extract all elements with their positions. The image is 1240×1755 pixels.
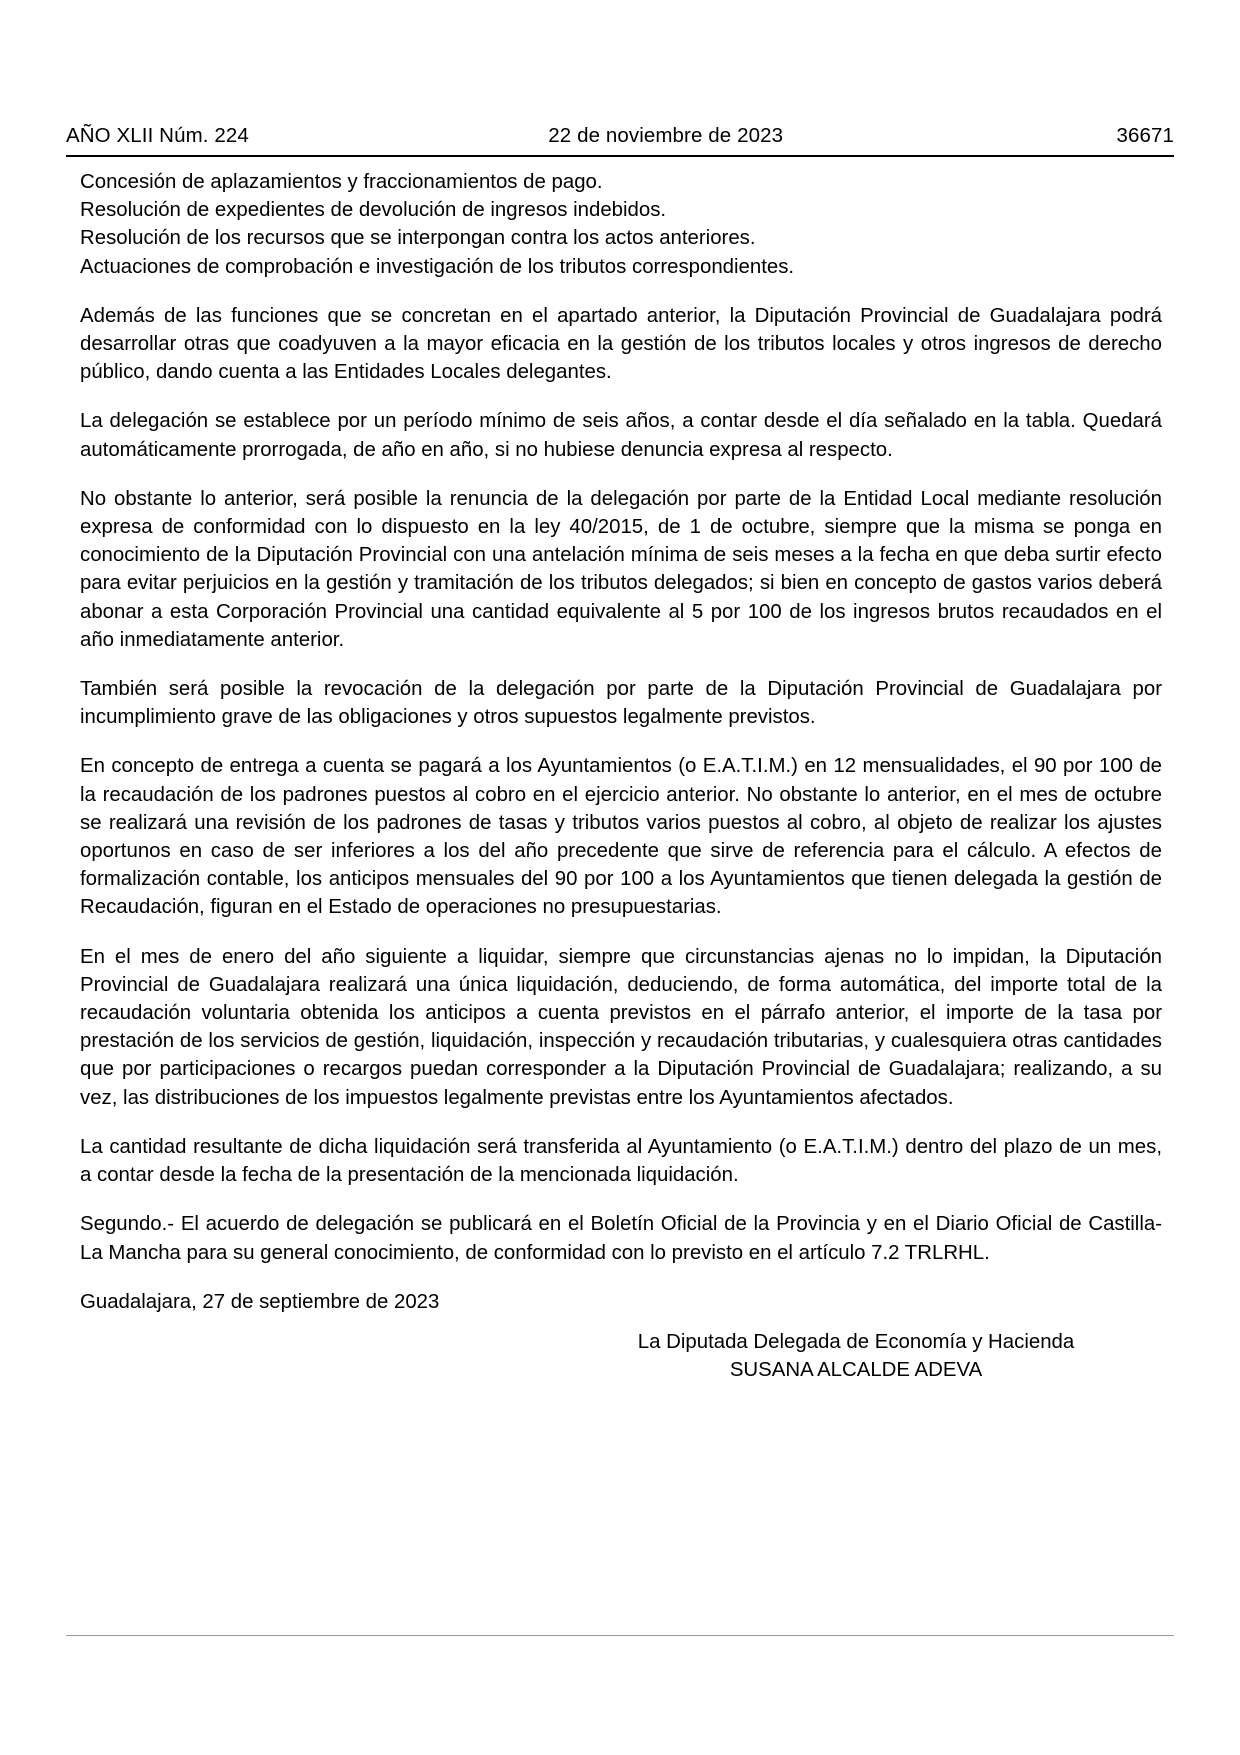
paragraph-transfer-deadline: La cantidad resultante de dicha liquidación será transferida al Ayuntamiento (o E.A.T.I.M.) dentro del plazo de un mes, a contar desde la fecha de la presentación de la mencionada liquidación. — [80, 1135, 1162, 1187]
list-item: Resolución de expedientes de devolución de ingresos indebidos. — [80, 199, 667, 222]
function-list — [80, 168, 1162, 281]
signature-block — [80, 1328, 1162, 1384]
signature-place-date: Guadalajara, 27 de septiembre de 2023 — [80, 1290, 440, 1313]
header-page-number: 36671 — [1116, 124, 1174, 147]
paragraph-publication-agreement: Segundo.- El acuerdo de delegación se publicará en el Boletín Oficial de la Provincia y en el Diario Oficial de Castilla-La Mancha para su general conocimiento, de conformidad con lo previsto en el artículo 7.2 TRLRHL. — [80, 1213, 1162, 1264]
header-date-label: 22 de noviembre de 2023 — [548, 124, 784, 147]
paragraph-additional-functions: Además de las funciones que se concretan en el apartado anterior, la Diputación Provincial de Guadalajara podrá desarrollar otras que coadyuven a la mayor eficacia en la gestión de los tributos locales y otros ingresos de derecho público, dando cuenta a las Entidades Locales delegantes. — [80, 304, 1162, 384]
paragraph-january-settlement: En el mes de enero del año siguiente a liquidar, siempre que circunstancias ajenas no lo impidan, la Diputación Provincial de Guadalajara realizará una única liquidación, deduciendo, de forma automática, del importe total de la recaudación voluntaria obtenida los anticipos a cuenta previstos en el párrafo anterior, el importe de la tasa por prestación de los servicios de gestión, liquidación, inspección y recaudación tributarias, y cualesquiera otras cantidades que por participaciones o recargos puedan corresponder a la Diputación Provincial de Guadalajara; realizando, a su vez, las distribuciones de los impuestos legalmente previstas entre los Ayuntamientos afectados. — [80, 945, 1162, 1109]
document-body — [80, 168, 1162, 1384]
list-item: Concesión de aplazamientos y fraccionamientos de pago. — [80, 171, 603, 193]
list-item: Resolución de los recursos que se interpongan contra los actos anteriores. — [80, 227, 756, 250]
header-divider — [66, 155, 1174, 157]
signatory-role: La Diputada Delegada de Economía y Hacienda — [637, 1330, 1075, 1353]
paragraph-revocation: También será posible la revocación de la delegación por parte de la Diputación Provincial de Guadalajara por incumplimiento grave de las obligaciones y otros supuestos legalmente previstos. — [80, 678, 1162, 729]
header-issue-label: AÑO XLII Núm. 224 — [66, 124, 249, 147]
signatory-name: SUSANA ALCALDE ADEVA — [729, 1359, 983, 1382]
paragraph-delegation-period: La delegación se establece por un período mínimo de seis años, a contar desde el día señalado en la tabla. Quedará automáticamente prorrogada, de año en año, si no hubiese denuncia expresa al respecto. — [80, 410, 1162, 461]
list-item: Actuaciones de comprobación e investigación de los tributos correspondientes. — [80, 255, 795, 278]
paragraph-renunciation: No obstante lo anterior, será posible la renuncia de la delegación por parte de la Entidad Local mediante resolución expresa de conformidad con lo dispuesto en la ley 40/2015, de 1 de octubre, siempre que la misma se ponga en conocimiento de la Diputación Provincial con una antelación mínima de seis meses a la fecha en que deba surtir efecto para evitar perjuicios en la gestión y tramitación de los tributos delegados; si bien en concepto de gastos varios deberá abonar a esta Corporación Provincial una cantidad equivalente al 5 por 100 de los ingresos brutos recaudados en el año inmediatamente anterior. — [80, 487, 1162, 651]
footer-divider — [66, 1635, 1174, 1636]
page-header — [66, 124, 1174, 148]
paragraph-advance-payments: En concepto de entrega a cuenta se pagará a los Ayuntamientos (o E.A.T.I.M.) en 12 mensualidades, el 90 por 100 de la recaudación de los padrones puestos al cobro en el ejercicio anterior. No obstante lo anterior, en el mes de octubre se realizará una revisión de los padrones de tasas y tributos varios puestos al cobro, al objeto de realizar los ajustes oportunos en caso de ser inferiores a los del año precedente que sirve de referencia para el cálculo. A efectos de formalización contable, los anticipos mensuales del 90 por 100 a los Ayuntamientos que tienen delegada la gestión de Recaudación, figuran en el Estado de operaciones no presupuestarias. — [80, 755, 1162, 919]
